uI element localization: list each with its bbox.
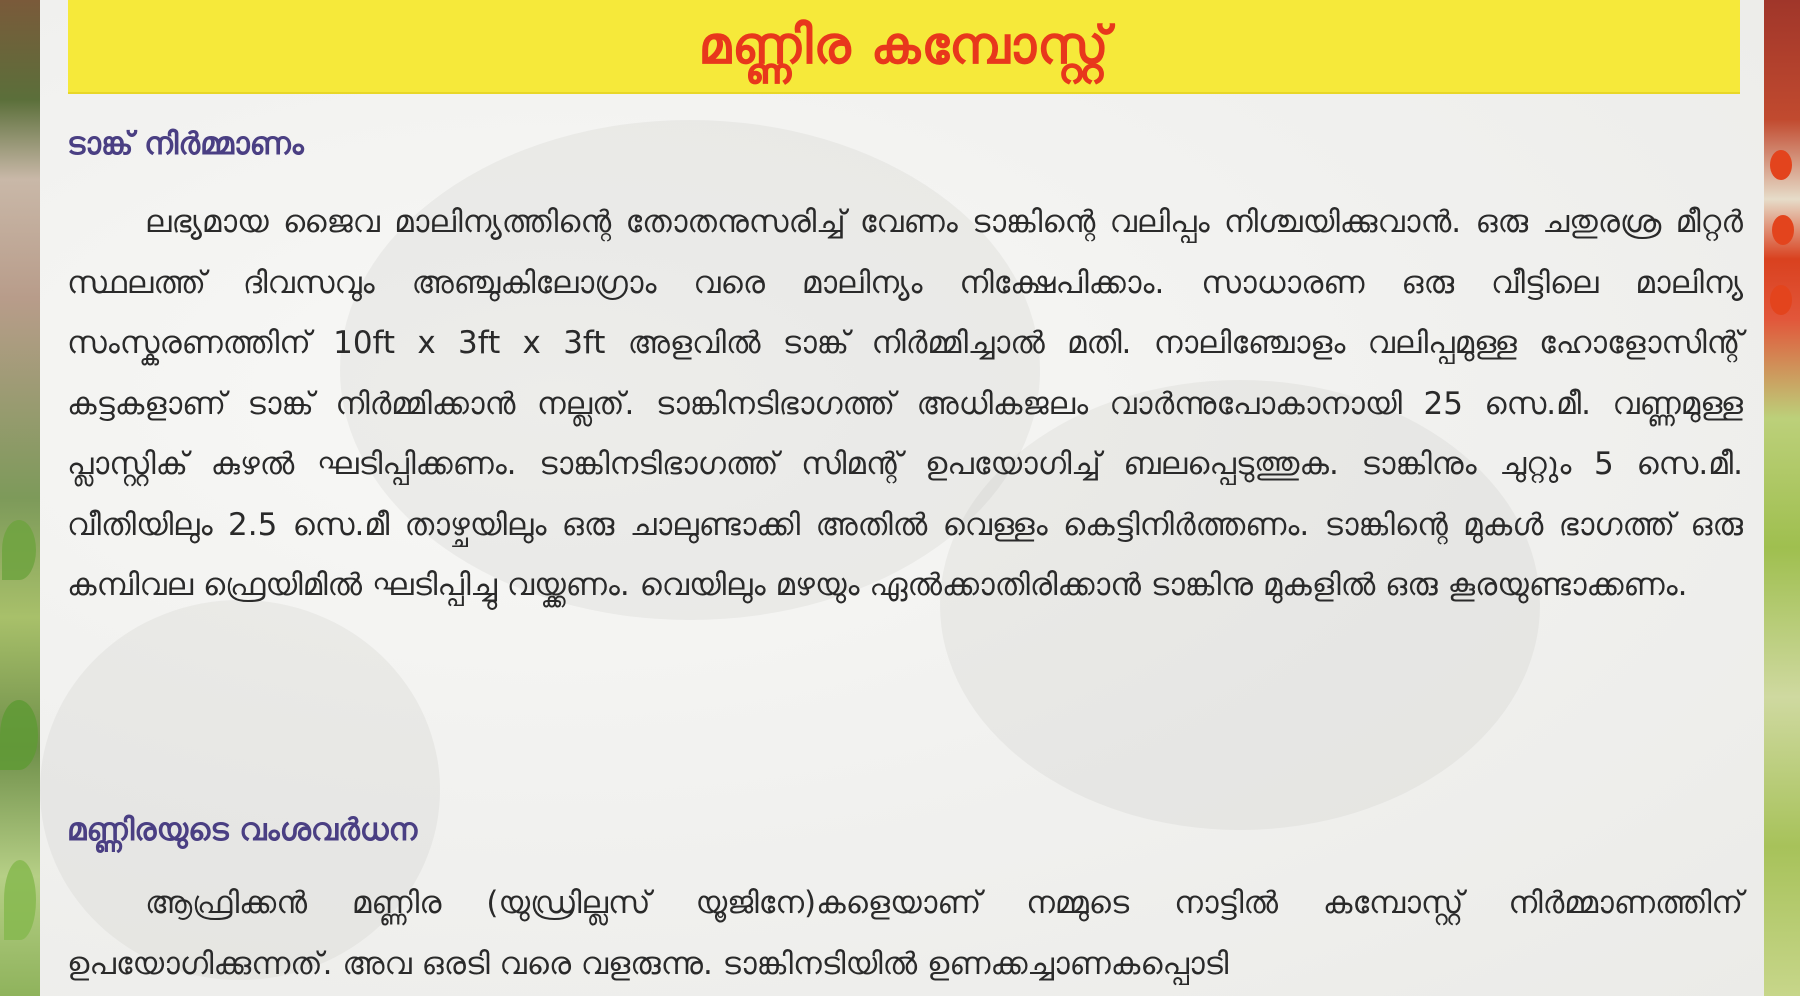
page-title: മണ്ണിര കമ്പോസ്റ്റ് [698, 15, 1110, 76]
left-photo-strip [0, 0, 40, 996]
section-paragraph-breeding: ആഫ്രിക്കൻ മണ്ണിര (യുഡ്രില്ലസ് യൂജിനേ)കളെയാണ് നമ്മുടെ നാട്ടിൽ കമ്പോസ്റ്റ് നിർമ്മാണത്തിന് ഉപയോഗിക്കുന്നത്. അവ ഒരടി വരെ വളരുന്നു. ടാങ്കിനടിയിൽ ഉണക്കച്ചാണകപ്പൊടി [67, 885, 1743, 982]
section-paragraph-tank: ലഭ്യമായ ജൈവ മാലിന്യത്തിന്റെ തോതനുസരിച്ച് വേണം ടാങ്കിന്റെ വലിപ്പം നിശ്ചയിക്കുവാൻ. ഒരു ചതുരശ്ര മീറ്റർ സ്ഥലത്ത് ദിവസവും അഞ്ചുകിലോഗ്രാം വരെ മാലിന്യം നിക്ഷേപിക്കാം. സാധാരണ ഒരു വീട്ടിലെ മാലിന്യ സംസ്കരണത്തിന് 10ft x 3ft x 3ft അളവിൽ ടാങ്ക് നിർമ്മിച്ചാൽ മതി. നാലിഞ്ചോളം വലിപ്പമുള്ള ഹോളോസിന്റ് കട്ടകളാണ് ടാങ്ക് നിർമ്മിക്കാൻ നല്ലത്. ടാങ്കിനടിഭാഗത്ത് അധികജലം വാർന്നുപോകാനായി 25 സെ.മീ. വണ്ണമുള്ള പ്ലാസ്റ്റിക് കുഴൽ ഘടിപ്പിക്കണം. ടാങ്കിനടിഭാഗത്ത് സിമന്റ് ഉപയോഗിച്ച് ബലപ്പെടുത്തുക. ടാങ്കിനും ചുറ്റും 5 സെ.മീ. വീതിയിലും 2.5 സെ.മീ താഴ്ചയിലും ഒരു ചാലുണ്ടാക്കി അതിൽ വെള്ളം കെട്ടിനിർത്തണം. ടാങ്കിന്റെ മുകൾ ഭാഗത്ത് ഒരു കമ്പിവല ഫ്രെയിമിൽ ഘടിപ്പിച്ചു വയ്ക്കണം. വെയിലും മഴയും ഏൽക്കാതിരിക്കാൻ ടാങ്കിനു മുകളിൽ ഒരു കൂരയുണ്ടാക്കണം. [67, 204, 1743, 603]
berry-decoration [1772, 215, 1794, 245]
leaf-decoration [4, 860, 36, 940]
berry-decoration [1770, 285, 1792, 315]
section-heading-tank: ടാങ്ക് നിർമ്മാണം [67, 126, 304, 162]
leaf-decoration [2, 520, 36, 580]
title-banner [68, 0, 1740, 94]
leaf-decoration [0, 700, 38, 770]
section-heading-breeding: മണ്ണിരയുടെ വംശവർധന [67, 812, 418, 848]
document-page [40, 0, 1764, 996]
right-photo-strip [1764, 0, 1800, 996]
berry-decoration [1770, 150, 1792, 180]
